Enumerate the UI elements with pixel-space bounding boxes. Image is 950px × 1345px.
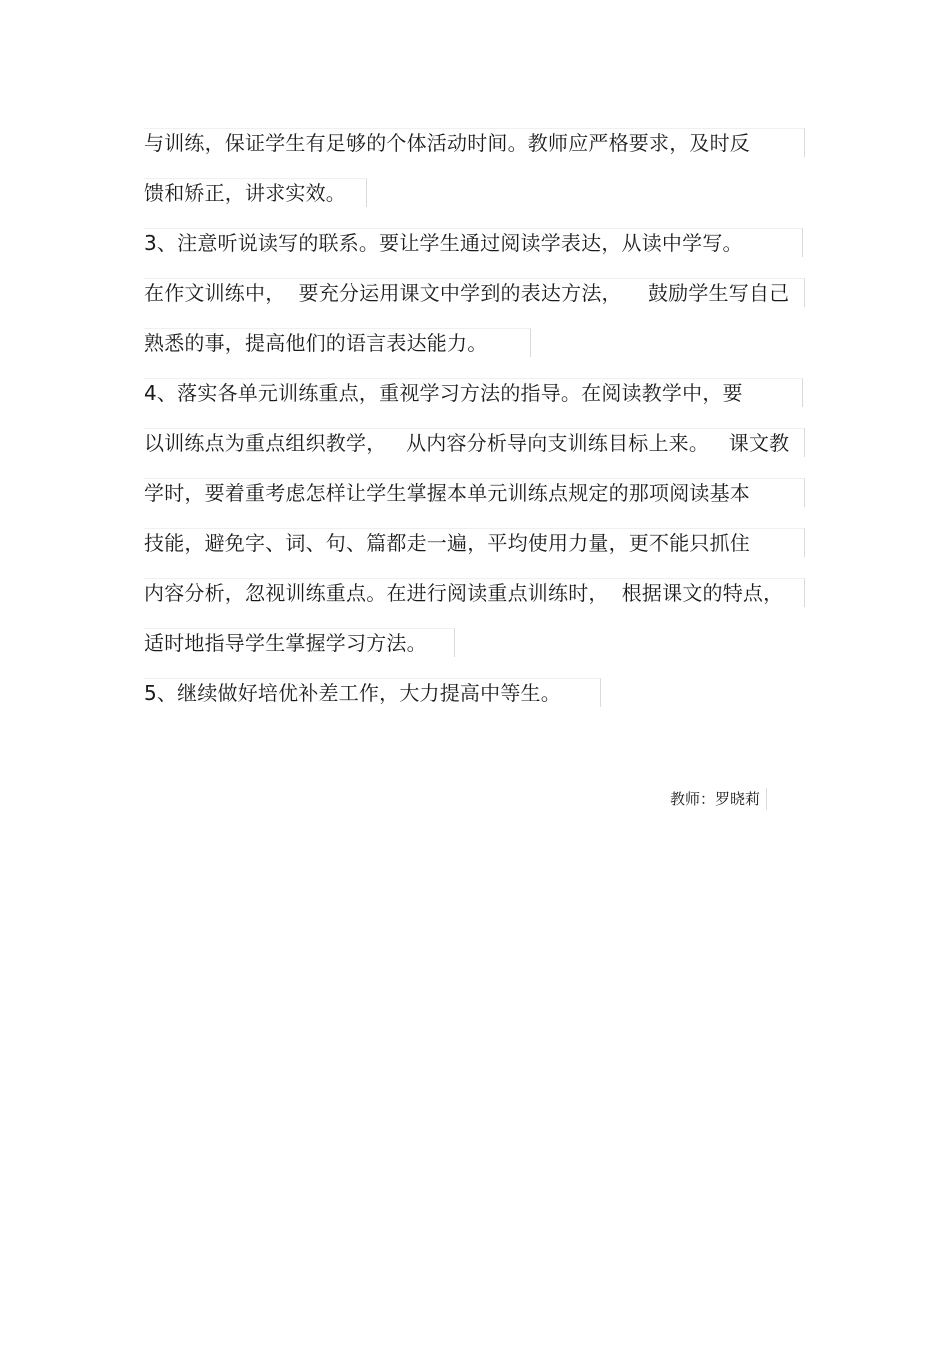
paragraph-line-6: 4、落实各单元训练重点，重视学习方法的指导。在阅读教学中，要 (144, 378, 803, 407)
paragraph-line-10: 内容分析，忽视训练重点。在进行阅读重点训练时， 根据课文的特点， (144, 578, 805, 607)
paragraph-line-7: 以训练点为重点组织教学， 从内容分析导向支训练目标上来。 课文教 (144, 428, 805, 457)
paragraph-line-5: 熟悉的事，提高他们的语言表达能力。 (144, 328, 531, 357)
paragraph-line-11: 适时地指导学生掌握学习方法。 (144, 628, 455, 657)
paragraph-line-2: 馈和矫正，讲求实效。 (144, 178, 367, 207)
teacher-signature: 教师：罗晓莉 (670, 788, 767, 810)
paragraph-line-1: 与训练，保证学生有足够的个体活动时间。教师应严格要求，及时反 (144, 128, 805, 157)
paragraph-line-9: 技能，避免字、词、句、篇都走一遍，平均使用力量，更不能只抓住 (144, 528, 805, 557)
paragraph-line-12: 5、继续做好培优补差工作，大力提高中等生。 (144, 678, 601, 707)
paragraph-line-4: 在作文训练中， 要充分运用课文中学到的表达方法， 鼓励学生写自己 (144, 278, 805, 307)
paragraph-line-3: 3、注意听说读写的联系。要让学生通过阅读学表达，从读中学写。 (144, 228, 803, 257)
paragraph-line-8: 学时，要着重考虑怎样让学生掌握本单元训练点规定的那项阅读基本 (144, 478, 805, 507)
